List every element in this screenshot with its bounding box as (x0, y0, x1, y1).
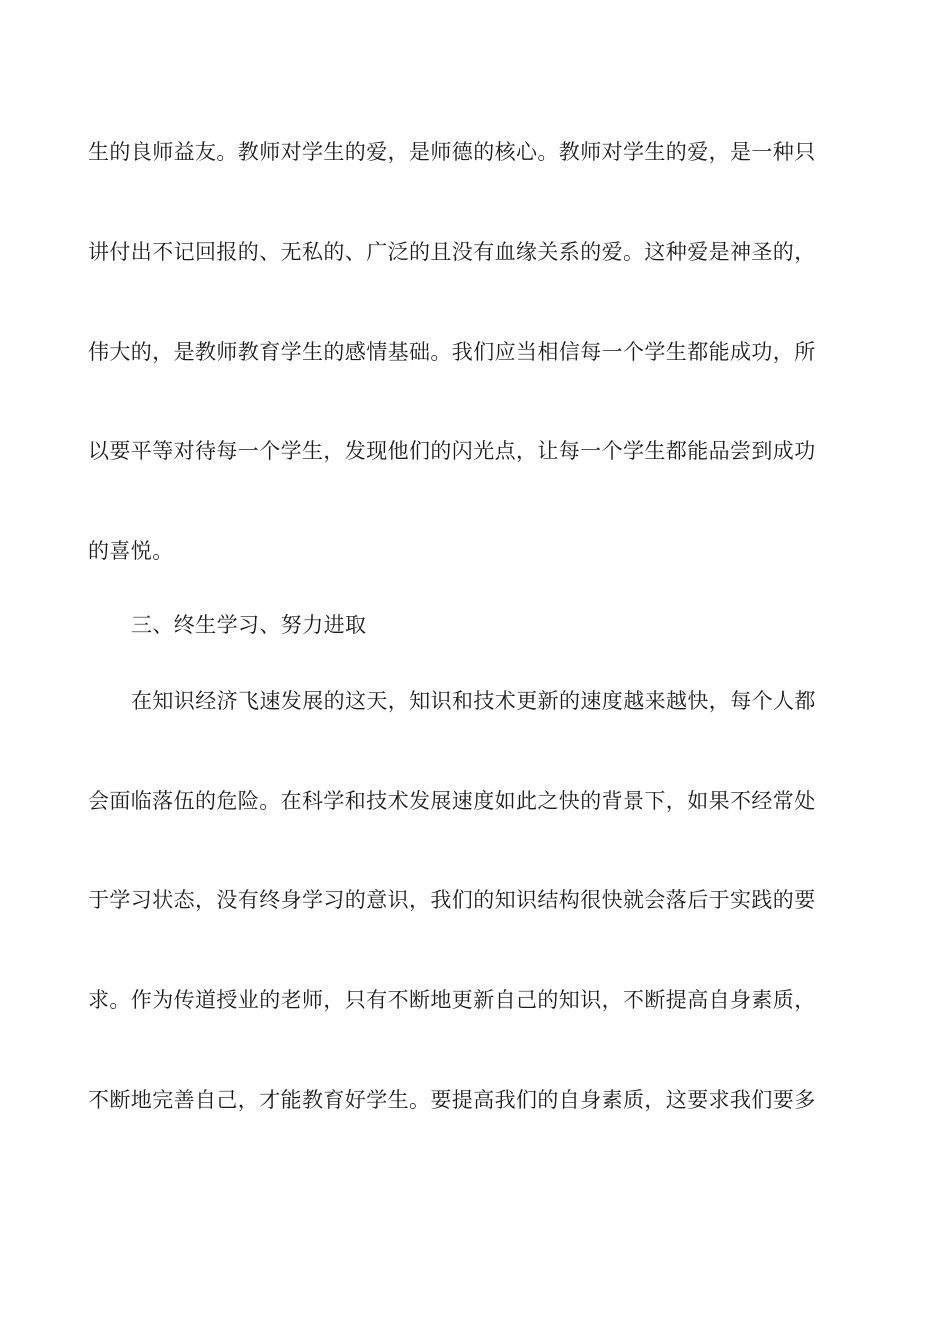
paragraph-line: 会面临落伍的危险。在科学和技术发展速度如此之快的背景下，如果不经常处 (88, 789, 816, 813)
paragraph-line: 于学习状态，没有终身学习的意识，我们的知识结构很快就会落后于实践的要 (88, 888, 816, 912)
paragraph-line: 在知识经济飞速发展的这天，知识和技术更新的速度越来越快，每个人都 (131, 689, 816, 713)
paragraph-line: 求。作为传道授业的老师，只有不断地更新自己的知识，不断提高自身素质， (88, 988, 816, 1012)
paragraph-line: 讲付出不记回报的、无私的、广泛的且没有血缘关系的爱。这种爱是神圣的， (88, 240, 816, 264)
paragraph-line: 生的良师益友。教师对学生的爱，是师德的核心。教师对学生的爱，是一种只 (88, 140, 816, 164)
section-heading: 三、终生学习、努力进取 (131, 613, 367, 637)
paragraph-line: 以要平等对待每一个学生，发现他们的闪光点，让每一个学生都能品尝到成功 (88, 439, 816, 463)
paragraph-line: 不断地完善自己，才能教育好学生。要提高我们的自身素质，这要求我们要多 (88, 1088, 816, 1112)
paragraph-line: 的喜悦。 (88, 539, 174, 563)
paragraph-line: 伟大的，是教师教育学生的感情基础。我们应当相信每一个学生都能成功，所 (88, 340, 816, 364)
